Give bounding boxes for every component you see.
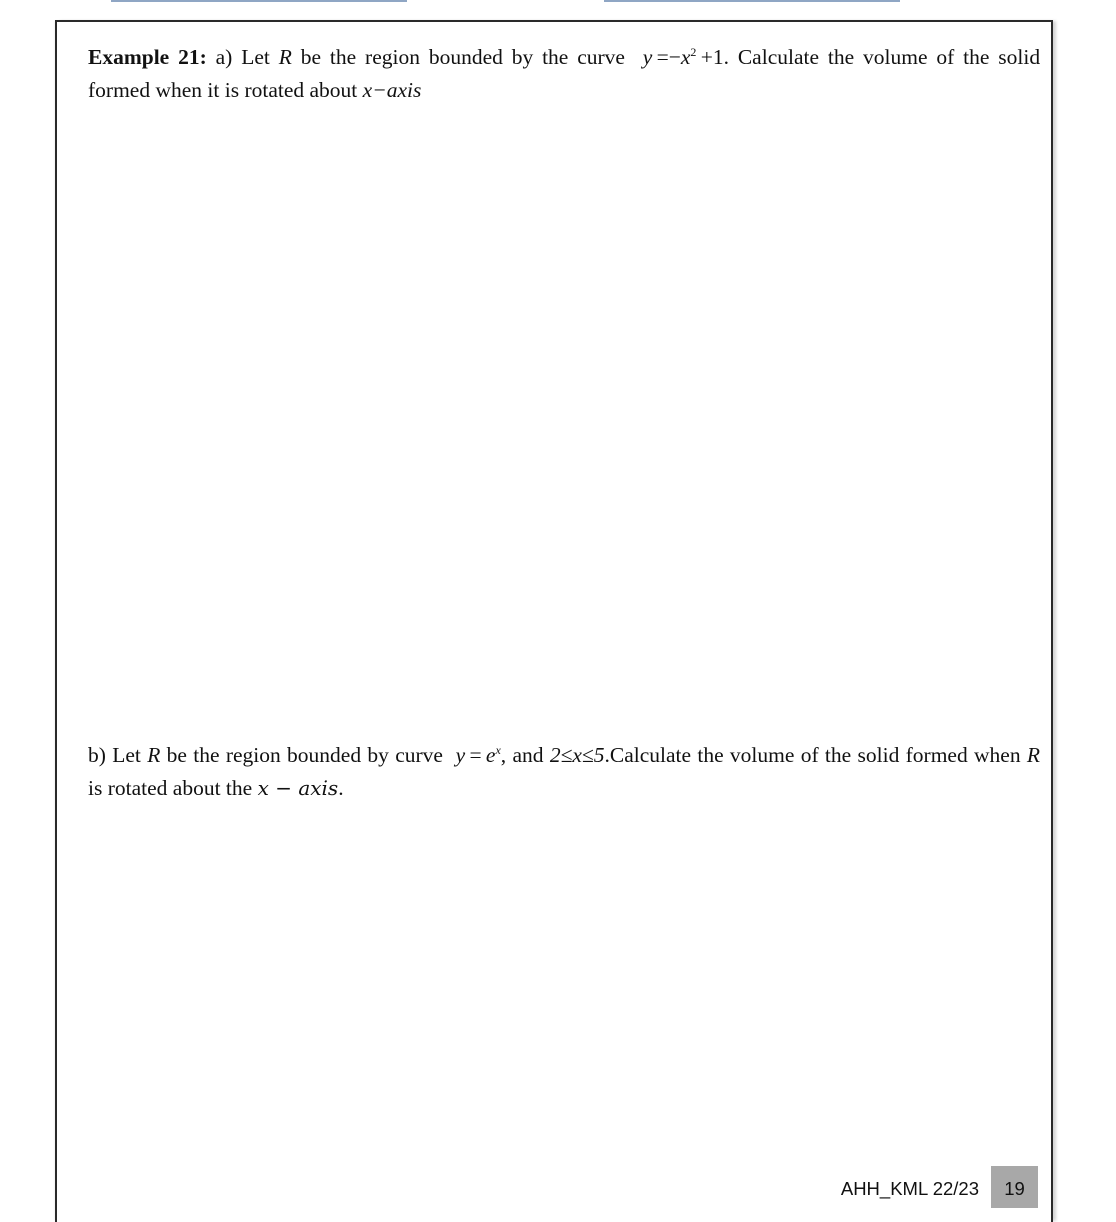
eq-b-op: = <box>469 743 482 767</box>
part-a-text-3: . Calculate the volume of the solid formed when it is rotated about <box>88 45 1041 102</box>
eq-exponent: 2 <box>690 44 697 59</box>
top-rule-left <box>111 0 407 2</box>
curve-equation-a <box>634 45 724 69</box>
part-a-label: a) <box>215 45 233 69</box>
eq-neg: − <box>668 45 681 69</box>
part-b-text-5: is rotated about the <box>88 776 253 800</box>
part-b-text-2: be the region bounded by curve <box>166 743 443 767</box>
region-variable-b2: R <box>1026 743 1041 767</box>
part-b-text-3: , and <box>500 743 544 767</box>
x-range-inequality: 2≤x≤5 <box>549 743 605 767</box>
eq-op: = <box>656 45 669 69</box>
part-b-text-4: .Calculate the volume of the solid formed when <box>604 743 1021 767</box>
example-part-b <box>88 739 1040 805</box>
curve-equation-b <box>449 743 501 767</box>
eq-lhs: y <box>642 45 653 69</box>
eq-b-base: e <box>485 743 496 767</box>
region-variable-b: R <box>147 743 161 767</box>
part-a-text-2: be the region bounded by the curve <box>300 45 625 69</box>
eq-x: x <box>680 45 691 69</box>
example-heading: Example 21: <box>88 45 207 69</box>
top-rule-right <box>604 0 900 2</box>
page-number: 19 <box>991 1166 1038 1208</box>
footer-label: AHH_KML 22/23 <box>840 1178 979 1199</box>
eq-tail: +1 <box>700 45 724 69</box>
region-variable: R <box>278 45 292 69</box>
page-frame <box>55 20 1053 1222</box>
part-b-text-1: Let <box>112 743 141 767</box>
part-b-period: . <box>338 776 344 800</box>
axis-label-a: x−axis <box>362 78 422 102</box>
axis-label-b: x − axis <box>257 776 339 800</box>
part-b-label: b) <box>88 743 106 767</box>
eq-b-lhs: y <box>455 743 466 767</box>
part-a-text-1: Let <box>241 45 270 69</box>
example-part-a <box>88 41 1040 107</box>
eq-b-exponent: x <box>495 742 501 757</box>
page-footer <box>841 1166 1038 1208</box>
